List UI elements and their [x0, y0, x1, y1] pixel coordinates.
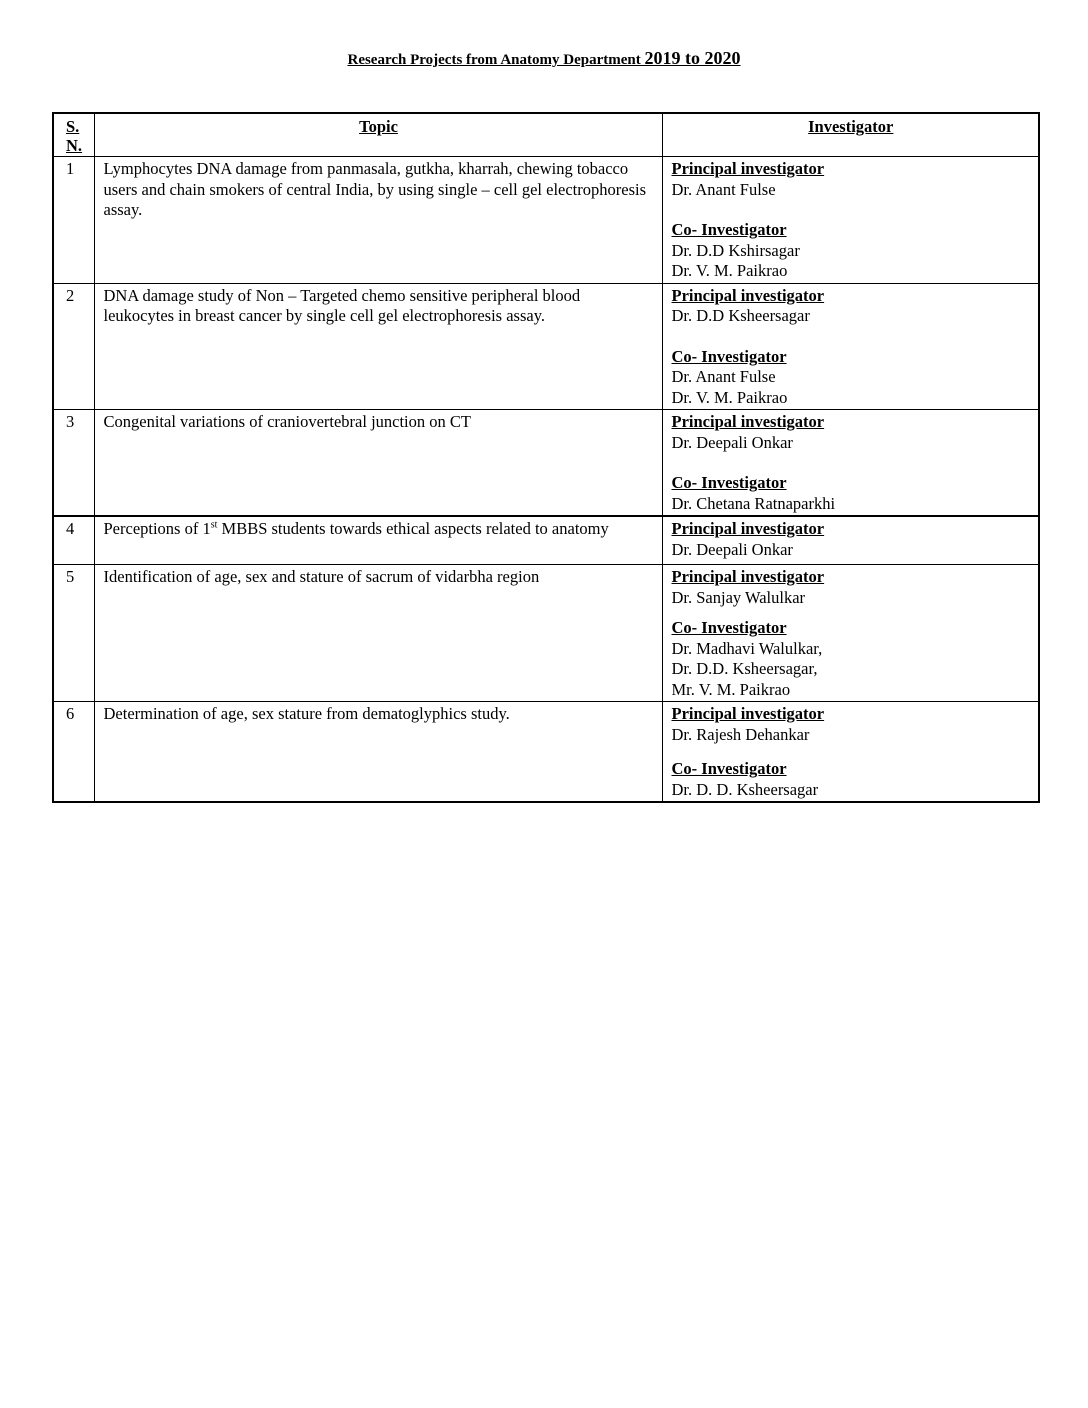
page-title: [0, 48, 1088, 69]
row-investigators: [662, 565, 1039, 702]
row-topic: Identification of age, sex and stature of sacrum of vidarbha region: [94, 565, 662, 702]
topic-text-pre: Perceptions of 1: [103, 519, 211, 538]
row-topic: Congenital variations of craniovertebral junction on CT: [94, 410, 662, 517]
co-label: Co- Investigator: [671, 473, 787, 492]
principal-name: Dr. Rajesh Dehankar: [671, 724, 810, 744]
header-investigator: Investigator: [662, 113, 1039, 157]
principal-label: Principal investigator: [671, 412, 825, 431]
co-label: Co- Investigator: [671, 346, 787, 366]
co-name: Dr. V. M. Paikrao: [671, 261, 788, 280]
row-sn: 2: [53, 283, 94, 410]
header-sn: [53, 113, 94, 157]
table-row: [53, 157, 1039, 284]
row-investigators: [662, 283, 1039, 410]
principal-name: Dr. Sanjay Walulkar: [671, 587, 806, 607]
principal-label: Principal investigator: [671, 285, 825, 305]
header-sn-line1: S.: [66, 117, 80, 136]
co-label: Co- Investigator: [671, 220, 787, 239]
table-row: [53, 410, 1039, 517]
principal-label: Principal investigator: [671, 567, 825, 586]
co-label: Co- Investigator: [671, 759, 787, 778]
row-investigators: [662, 157, 1039, 284]
row-sn: 5: [53, 565, 94, 702]
co-name: Dr. D.D Kshirsagar: [671, 240, 800, 260]
row-sn: 3: [53, 410, 94, 517]
co-name: Dr. Anant Fulse: [671, 367, 776, 386]
principal-name: Dr. D.D Ksheersagar: [671, 306, 810, 325]
title-years: 2019 to 2020: [644, 48, 741, 68]
co-name: Dr. V. M. Paikrao: [671, 387, 788, 407]
table-row: [53, 702, 1039, 803]
header-topic: Topic: [94, 113, 662, 157]
row-topic: Determination of age, sex stature from dematoglyphics study.: [94, 702, 662, 803]
row-investigators: [662, 410, 1039, 517]
row-sn: 1: [53, 157, 94, 284]
header-sn-line2: N.: [66, 136, 83, 155]
topic-ordinal-suffix: st: [210, 519, 218, 531]
co-name: Mr. V. M. Paikrao: [671, 679, 791, 699]
principal-label: Principal investigator: [671, 519, 825, 538]
principal-label: Principal investigator: [671, 159, 825, 178]
co-name: Dr. Chetana Ratnaparkhi: [671, 493, 836, 513]
principal-name: Dr. Deepali Onkar: [671, 432, 793, 452]
table-row: [53, 516, 1039, 565]
table-row: [53, 283, 1039, 410]
co-name: Dr. D.D. Ksheersagar,: [671, 659, 818, 678]
co-name: Dr. Madhavi Walulkar,: [671, 638, 823, 658]
co-label: Co- Investigator: [671, 618, 787, 637]
row-topic: Lymphocytes DNA damage from panmasala, gutkha, kharrah, chewing tobacco users and chain smokers of central India, by using single – cell gel electrophoresis assay.: [94, 157, 662, 284]
row-sn: 4: [53, 516, 94, 565]
row-investigators: [662, 702, 1039, 803]
principal-label: Principal investigator: [671, 704, 825, 723]
table-row: [53, 565, 1039, 702]
table-header-row: [53, 113, 1039, 157]
principal-name: Dr. Deepali Onkar: [671, 539, 793, 559]
row-investigators: [662, 516, 1039, 565]
title-main: Research Projects from Anatomy Department: [347, 52, 645, 68]
research-projects-table: [52, 112, 1040, 803]
topic-text-post: MBBS students towards ethical aspects related to anatomy: [217, 519, 609, 538]
row-topic: [94, 516, 662, 565]
co-name: Dr. D. D. Ksheersagar: [671, 779, 819, 799]
principal-name: Dr. Anant Fulse: [671, 179, 776, 199]
row-sn: 6: [53, 702, 94, 803]
row-topic: DNA damage study of Non – Targeted chemo sensitive peripheral blood leukocytes in breast cancer by single cell gel electrophoresis assay.: [94, 283, 662, 410]
